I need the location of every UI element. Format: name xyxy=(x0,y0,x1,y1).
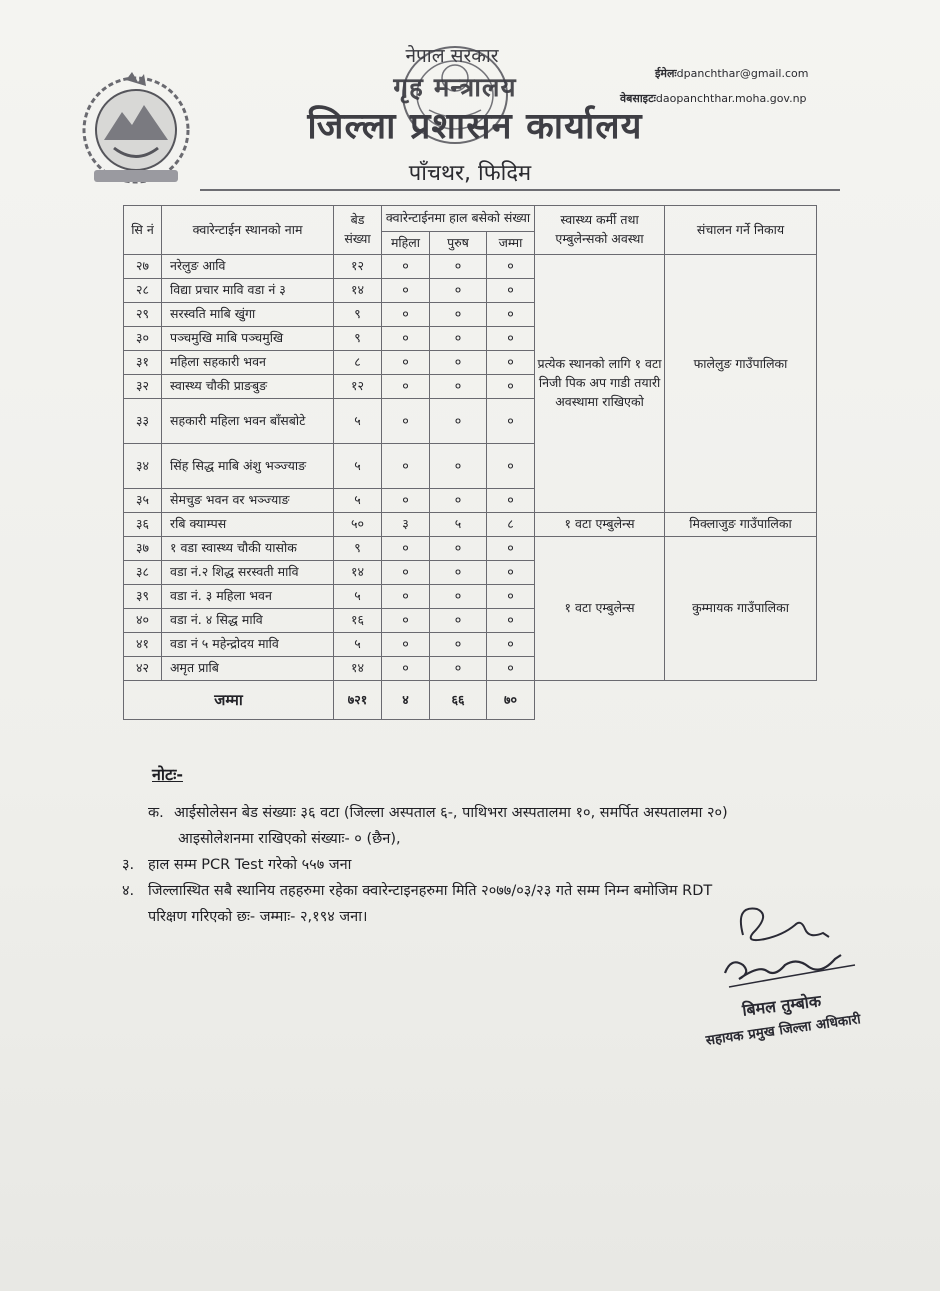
note-item xyxy=(148,802,728,822)
row-name: विद्या प्रचार मावि वडा नं ३ xyxy=(162,279,334,303)
row-sn: ४१ xyxy=(124,633,162,657)
note-item xyxy=(122,880,712,900)
row-sn: २७ xyxy=(124,255,162,279)
row-beds: १४ xyxy=(334,561,382,585)
row-sn: ३४ xyxy=(124,444,162,489)
row-male: ० xyxy=(430,255,487,279)
row-total: ० xyxy=(487,327,535,351)
row-male: ० xyxy=(430,633,487,657)
row-male: ० xyxy=(430,657,487,681)
row-name: नरेलुङ आवि xyxy=(162,255,334,279)
row-female: ३ xyxy=(382,513,430,537)
row-name: वडा नं. ४ सिद्ध मावि xyxy=(162,609,334,633)
row-name: वडा नं. ३ महिला भवन xyxy=(162,585,334,609)
row-beds: ५ xyxy=(334,585,382,609)
table-header-row xyxy=(124,206,817,232)
row-beds: ९ xyxy=(334,327,382,351)
row-name: सेमचुङ भवन वर भञ्ज्याङ xyxy=(162,489,334,513)
row-beds: ५ xyxy=(334,444,382,489)
row-beds: ८ xyxy=(334,351,382,375)
row-female: ० xyxy=(382,279,430,303)
row-total: ० xyxy=(487,351,535,375)
phalelung-operator-cell: फालेलुङ गाउँपालिका xyxy=(665,255,817,513)
header-total: जम्मा xyxy=(487,232,535,255)
row-total: ८ xyxy=(487,513,535,537)
table-total-row xyxy=(124,681,817,720)
total-total: ७० xyxy=(487,681,535,720)
row-sn: ३९ xyxy=(124,585,162,609)
row-total: ० xyxy=(487,399,535,444)
row-name: सरस्वति माबि खुंगा xyxy=(162,303,334,327)
row-name: वडा नं ५ महेन्द्रोदय मावि xyxy=(162,633,334,657)
header-male: पुरुष xyxy=(430,232,487,255)
row-name: वडा नं.२ शिद्ध सरस्वती मावि xyxy=(162,561,334,585)
row-name: स्वास्थ्य चौकी प्राङबुङ xyxy=(162,375,334,399)
row-sn: ४० xyxy=(124,609,162,633)
row-female: ० xyxy=(382,561,430,585)
row-male: ० xyxy=(430,327,487,351)
row-sn: ३७ xyxy=(124,537,162,561)
total-empty-cell xyxy=(535,681,817,720)
row-name: १ वडा स्वास्थ्य चौकी यासोक xyxy=(162,537,334,561)
row-female: ० xyxy=(382,609,430,633)
row-male: ० xyxy=(430,399,487,444)
miklajung-operator-cell: मिक्लाजुङ गाउँपालिका xyxy=(665,513,817,537)
row-male: ० xyxy=(430,375,487,399)
note-marker: ३. xyxy=(122,857,135,873)
row-name: सिंह सिद्ध माबि अंशु भञ्ज्याङ xyxy=(162,444,334,489)
header-operator: संचालन गर्ने निकाय xyxy=(665,206,817,255)
row-female: ० xyxy=(382,489,430,513)
row-beds: ९ xyxy=(334,303,382,327)
row-beds: ५ xyxy=(334,633,382,657)
row-beds: १४ xyxy=(334,279,382,303)
row-male: ० xyxy=(430,585,487,609)
row-female: ० xyxy=(382,399,430,444)
row-total: ० xyxy=(487,303,535,327)
notes-title: नोटः- xyxy=(152,765,183,784)
total-beds: ७२१ xyxy=(334,681,382,720)
table-row xyxy=(124,255,817,279)
office-name: जिल्ला प्रशासन कार्यालय xyxy=(307,106,643,147)
row-female: ० xyxy=(382,657,430,681)
website-label: वेबसाइटः xyxy=(620,92,656,105)
row-male: ० xyxy=(430,351,487,375)
row-female: ० xyxy=(382,351,430,375)
row-total: ० xyxy=(487,609,535,633)
row-sn: ३३ xyxy=(124,399,162,444)
row-total: ० xyxy=(487,255,535,279)
row-sn: ३० xyxy=(124,327,162,351)
header-health: स्वास्थ्य कर्मी तथा एम्बुलेन्सको अवस्था xyxy=(535,206,665,255)
row-total: ० xyxy=(487,279,535,303)
kummayak-operator-cell: कुम्मायक गाउँपालिका xyxy=(665,537,817,681)
row-sn: ३५ xyxy=(124,489,162,513)
nepal-emblem-icon xyxy=(74,70,199,188)
row-female: ० xyxy=(382,537,430,561)
table-row xyxy=(124,537,817,561)
row-male: ० xyxy=(430,537,487,561)
row-male: ० xyxy=(430,609,487,633)
header-beds: बेड संख्या xyxy=(334,206,382,255)
office-stamp xyxy=(395,40,515,150)
total-label: जम्मा xyxy=(124,681,334,720)
signatory-name: बिमल तुम्बोक xyxy=(741,991,823,1020)
note-marker: क. xyxy=(148,805,164,821)
row-beds: १२ xyxy=(334,375,382,399)
website-address[interactable]: daopanchthar.moha.gov.np xyxy=(655,92,807,105)
row-beds: ५ xyxy=(334,489,382,513)
row-sn: २८ xyxy=(124,279,162,303)
email-address[interactable]: dpanchthar@gmail.com xyxy=(676,67,809,80)
row-beds: ५० xyxy=(334,513,382,537)
row-name: महिला सहकारी भवन xyxy=(162,351,334,375)
row-name: रबि क्याम्पस xyxy=(162,513,334,537)
note-item-continued: परिक्षण गरिएको छः- जम्माः- २,१९४ जना। xyxy=(148,909,368,925)
row-name: सहकारी महिला भवन बाँसबोटे xyxy=(162,399,334,444)
row-sn: ३१ xyxy=(124,351,162,375)
row-female: ० xyxy=(382,303,430,327)
ministry-name: गृह मन्त्रालय xyxy=(393,73,517,103)
row-male: ५ xyxy=(430,513,487,537)
note-marker: ४. xyxy=(122,883,135,899)
office-location: पाँचथर, फिदिम xyxy=(408,161,532,186)
miklajung-health-cell: १ वटा एम्बुलेन्स xyxy=(535,513,665,537)
row-sn: ३६ xyxy=(124,513,162,537)
total-male: ६६ xyxy=(430,681,487,720)
row-female: ० xyxy=(382,585,430,609)
row-total: ० xyxy=(487,489,535,513)
note-text: जिल्लास्थित सबै स्थानिय तहहरुमा रहेका क्वारेन्टाइनहरुमा मिति २०७७/०३/२३ गते सम्म निम्न बमोजिम RDT xyxy=(148,883,713,899)
total-female: ४ xyxy=(382,681,430,720)
row-name: पञ्चमुखि माबि पञ्चमुखि xyxy=(162,327,334,351)
government-name: नेपाल सरकार xyxy=(405,45,499,67)
row-sn: २९ xyxy=(124,303,162,327)
website-contact xyxy=(620,91,807,106)
row-male: ० xyxy=(430,444,487,489)
row-female: ० xyxy=(382,633,430,657)
header-sn: सि नं xyxy=(124,206,162,255)
row-sn: ४२ xyxy=(124,657,162,681)
row-total: ० xyxy=(487,375,535,399)
header-name: क्वारेन्टाईन स्थानको नाम xyxy=(162,206,334,255)
row-beds: १६ xyxy=(334,609,382,633)
row-female: ० xyxy=(382,375,430,399)
row-male: ० xyxy=(430,279,487,303)
row-total: ० xyxy=(487,585,535,609)
note-item-continued: आइसोलेशनमा राखिएको संख्याः- ० (छैन), xyxy=(178,831,401,847)
header-divider xyxy=(200,189,840,191)
row-female: ० xyxy=(382,327,430,351)
kummayak-health-cell: १ वटा एम्बुलेन्स xyxy=(535,537,665,681)
note-text: हाल सम्म PCR Test गरेको ५५७ जना xyxy=(148,857,352,873)
email-contact xyxy=(655,66,808,81)
row-total: ० xyxy=(487,633,535,657)
row-total: ० xyxy=(487,444,535,489)
row-total: ० xyxy=(487,561,535,585)
phalelung-health-cell: प्रत्येक स्थानको लागि १ वटा निजी पिक अप गाडी तयारी अवस्थामा राखिएको xyxy=(535,255,665,513)
note-text: आईसोलेसन बेड संख्याः ३६ वटा (जिल्ला अस्पताल ६-, पाथिभरा अस्पतालमा १०, समर्पित अस्पतालमा २०) xyxy=(174,805,728,821)
row-name: अमृत प्राबि xyxy=(162,657,334,681)
note-item xyxy=(122,854,351,874)
row-beds: १४ xyxy=(334,657,382,681)
row-sn: ३८ xyxy=(124,561,162,585)
row-beds: ५ xyxy=(334,399,382,444)
signatory-title: सहायक प्रमुख जिल्ला अधिकारी xyxy=(704,1011,862,1049)
row-female: ० xyxy=(382,255,430,279)
row-male: ० xyxy=(430,561,487,585)
row-sn: ३२ xyxy=(124,375,162,399)
row-female: ० xyxy=(382,444,430,489)
row-male: ० xyxy=(430,303,487,327)
quarantine-table xyxy=(123,205,817,720)
row-total: ० xyxy=(487,537,535,561)
row-beds: १२ xyxy=(334,255,382,279)
row-total: ० xyxy=(487,657,535,681)
header-current-count: क्वारेन्टाईनमा हाल बसेको संख्या xyxy=(382,206,535,232)
row-male: ० xyxy=(430,489,487,513)
row-beds: ९ xyxy=(334,537,382,561)
email-label: ईमेलः xyxy=(655,67,677,80)
header-female: महिला xyxy=(382,232,430,255)
table-row xyxy=(124,513,817,537)
